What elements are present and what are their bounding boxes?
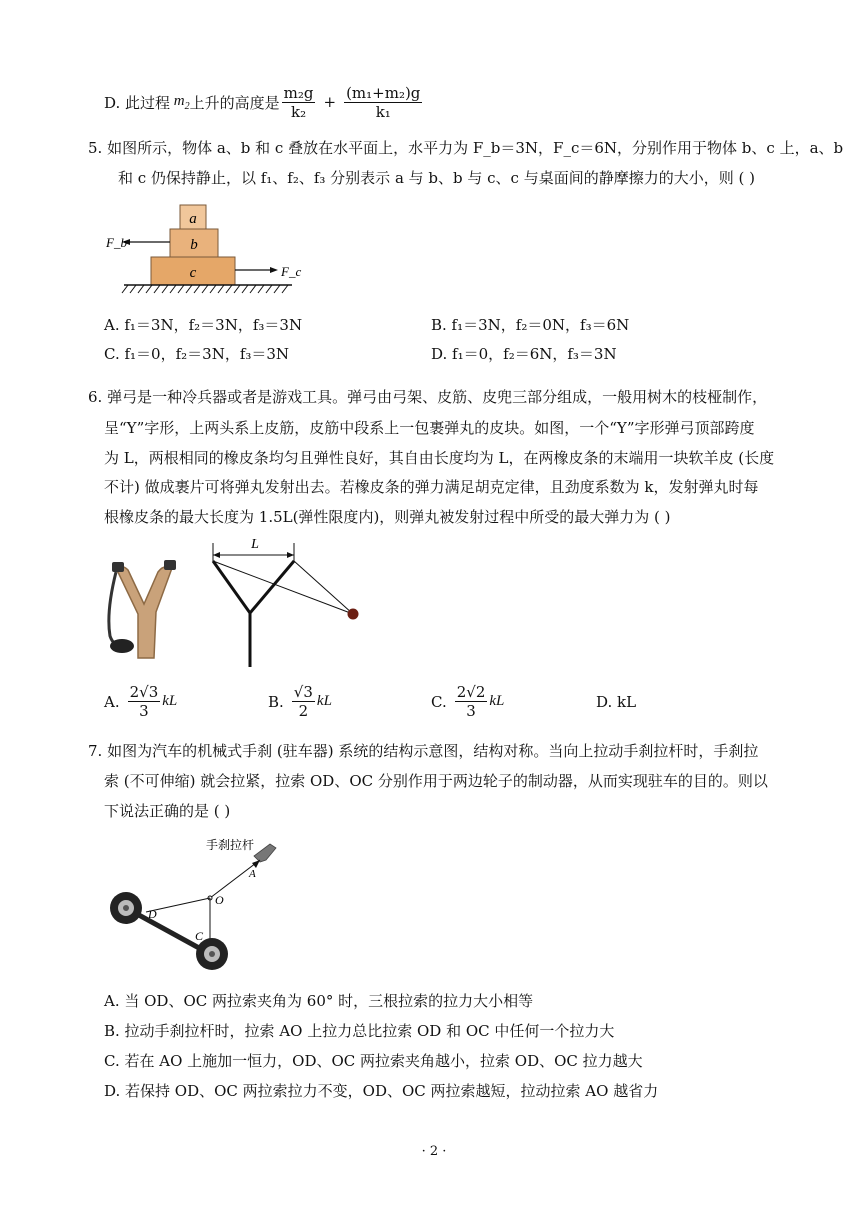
q5-option-d: D. f₁＝0，f₂＝6N，f₃＝3N xyxy=(431,345,617,363)
q7-option-c: C. 若在 AO 上施加一恒力，OD、OC 两拉索夹角越小，拉索 OD、OC 拉力越大 xyxy=(104,1052,643,1070)
fraction-2 xyxy=(344,84,422,121)
q5-stem-line-1: 5. 如图所示，物体 a、b 和 c 叠放在水平面上，水平力为 F_b＝3N，F_c＝6N，分别作用于物体 b、c 上，a、b xyxy=(88,139,844,157)
lever-label: 手刹拉杆 xyxy=(206,838,255,852)
q6-option-b-denominator: 2 xyxy=(298,702,309,720)
wheel-left xyxy=(110,892,142,924)
slingshot-band-left xyxy=(112,562,124,572)
force-b-label: F_b xyxy=(106,235,127,250)
q6-option-b-fraction xyxy=(292,683,315,720)
projectile xyxy=(348,609,359,620)
y-frame-left xyxy=(213,561,250,613)
q5-stem-line-2: 和 c 仍保持静止，以 f₁、f₂、f₃ 分别表示 a 与 b、b 与 c、c 与桌面间的静摩擦力的大小，则 ( ) xyxy=(118,169,755,187)
point-o-label: O xyxy=(215,893,224,907)
q6-option-c-label: C. xyxy=(431,692,447,711)
rubber-band-1 xyxy=(213,561,353,614)
q7-stem-line-3: 下说法正确的是 ( ) xyxy=(104,802,231,820)
span-label: L xyxy=(251,537,259,552)
q6-stem-line-2: 呈“Y”字形，上两头系上皮筋，皮筋中段系上一包裹弹丸的皮块。如图，一个“Y”字形弹弓顶部跨度 xyxy=(104,419,755,437)
q6-option-b xyxy=(268,683,332,720)
q6-option-a-fraction xyxy=(128,683,161,720)
q7-option-a: A. 当 OD、OC 两拉索夹角为 60° 时，三根拉索的拉力大小相等 xyxy=(104,992,534,1010)
block-a-label: a xyxy=(189,211,197,227)
q6-stem-line-3: 为 L，两根相同的橡皮条均匀且弹性良好，其自由长度均为 L，在两橡皮条的末端用一块软羊皮 (长度 xyxy=(104,449,775,467)
rubber-band-2 xyxy=(294,561,353,614)
q6-option-a xyxy=(104,683,177,720)
wheel-right xyxy=(196,938,228,970)
page-number: · 2 · xyxy=(421,1144,447,1159)
q6-stem-line-4: 不计) 做成裹片可将弹丸发射出去。若橡皮条的弹力满足胡克定律，且劲度系数为 k，发射弹丸时每 xyxy=(104,478,759,496)
q6-option-a-label: A. xyxy=(104,692,120,711)
fraction-1-denominator: k₂ xyxy=(291,102,307,121)
q6-option-c-numerator: 2√2 xyxy=(456,683,486,701)
point-a-label: A xyxy=(249,868,256,880)
q6-option-c xyxy=(431,683,504,720)
slingshot-photo xyxy=(100,552,195,664)
q4-option-d-mid: 上升的高度是 xyxy=(189,93,280,112)
q6-option-c-denominator: 3 xyxy=(466,702,476,720)
fraction-1-numerator: m₂g xyxy=(283,83,314,102)
block-b-label: b xyxy=(190,237,198,253)
q5-option-b: B. f₁＝3N，f₂＝0N，f₃＝6N xyxy=(431,316,630,334)
q6-option-a-tail: kL xyxy=(162,693,178,709)
handbrake-diagram xyxy=(104,832,294,972)
slingshot-band-right xyxy=(164,560,176,570)
q4-option-d xyxy=(104,80,424,124)
q6-stem-line-1: 6. 弹弓是一种冷兵器或者是游戏工具。弹弓由弓架、皮筋、皮兜三部分组成，一般用树木的枝桠制作， xyxy=(88,388,768,406)
q5-blocks-figure xyxy=(100,198,310,298)
force-c-label: F_c xyxy=(281,264,302,279)
q6-option-b-numerator: √3 xyxy=(293,683,313,701)
q5-option-a: A. f₁＝3N，f₂＝3N，f₃＝3N xyxy=(104,316,303,334)
q6-option-b-tail: kL xyxy=(316,693,332,709)
q6-option-c-fraction xyxy=(455,683,488,720)
q7-stem-line-1: 7. 如图为汽车的机械式手刹 (驻车器) 系统的结构示意图，结构对称。当向上拉动手刹拉杆时，手刹拉 xyxy=(88,742,759,760)
q6-option-c-tail: kL xyxy=(489,693,505,709)
q6-option-d: D. kL xyxy=(596,693,637,711)
ground-hatching xyxy=(122,285,288,293)
plus-sign: + xyxy=(323,93,337,111)
block-c-label: c xyxy=(189,265,197,281)
fraction-2-numerator: (m₁+m₂)g xyxy=(346,83,421,102)
q6-stem-line-5: 根橡皮条的最大长度为 1.5L(弹性限度内)，则弹丸被发射过程中所受的最大弹力为 ( ) xyxy=(104,508,671,526)
q6-option-a-numerator: 2√3 xyxy=(129,683,159,701)
q7-option-d: D. 若保持 OD、OC 两拉索拉力不变，OD、OC 两拉索越短，拉动拉索 AO 越省力 xyxy=(104,1082,659,1100)
y-frame-right xyxy=(250,561,294,613)
fraction-2-denominator: k₁ xyxy=(375,102,391,121)
slingshot-pouch xyxy=(110,639,134,653)
slingshot-diagram xyxy=(205,533,370,671)
q7-stem-line-2: 索 (不可伸缩) 就会拉紧，拉索 OD、OC 分别作用于两边轮子的制动器，从而实现驻车的目的。则以 xyxy=(104,772,768,790)
q5-option-c: C. f₁＝0，f₂＝3N，f₃＝3N xyxy=(104,345,290,363)
handbrake-lever-icon xyxy=(254,844,276,862)
q7-option-b: B. 拉动手刹拉杆时，拉索 AO 上拉力总比拉索 OD 和 OC 中任何一个拉力大 xyxy=(104,1022,615,1040)
point-c-label: C xyxy=(195,929,204,943)
q6-option-a-denominator: 3 xyxy=(139,702,149,720)
point-d-label: D xyxy=(148,907,157,921)
q6-option-b-label: B. xyxy=(268,692,284,711)
force-c-arrowhead xyxy=(270,267,278,273)
m2-symbol: $m_2$ xyxy=(170,92,190,112)
fraction-1 xyxy=(282,84,316,121)
q4-option-d-prefix: D. 此过程 xyxy=(104,93,171,112)
